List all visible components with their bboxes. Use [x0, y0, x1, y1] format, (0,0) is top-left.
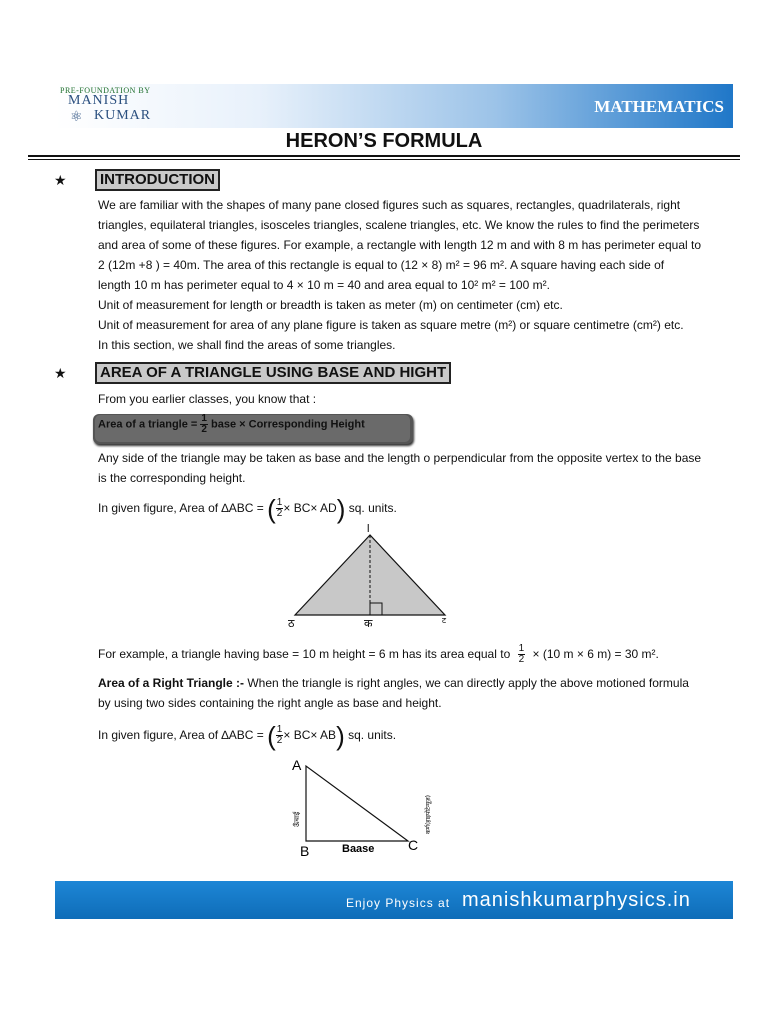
- footer-tagline: Enjoy Physics at: [346, 896, 451, 910]
- formula-left: Area of a triangle =: [98, 418, 198, 431]
- intro-line: triangles, equilateral triangles, isosceles triangles, scalene triangles, etc. We know the rules to find the perimeters: [98, 218, 700, 232]
- given1-suffix: sq. units.: [348, 501, 397, 515]
- intro-line: and area of some of these figures. For example, a rectangle with length 12 m and with 8 m has perimeter equal to: [98, 238, 701, 252]
- intro-heading: INTRODUCTION: [95, 169, 220, 191]
- example-fraction: [518, 644, 526, 665]
- fraction-denominator: 2: [276, 508, 283, 520]
- any-side-paragraph: [98, 448, 734, 488]
- paren-close: ): [336, 720, 345, 751]
- right-triangle-shape: [306, 766, 408, 841]
- logo-name-line1: MANISH: [68, 93, 130, 108]
- example-line: [98, 640, 659, 668]
- fraction-numerator: 1: [518, 643, 525, 655]
- fig1-top-label: l: [367, 523, 370, 535]
- intro-line: Unit of measurement for area of any plane figure is taken as square metre (m²) or square centimetre (cm²) etc.: [98, 318, 684, 332]
- vertex-c-label: C: [408, 837, 419, 853]
- fraction-numerator: 1: [276, 724, 283, 736]
- right-triangle-paragraph: [98, 673, 734, 713]
- base-label: Baase: [342, 843, 375, 855]
- given1-middle: × BC× AD: [283, 501, 337, 515]
- given-figure-2: [98, 721, 396, 750]
- triangle-figure-1: [280, 520, 460, 630]
- given2-suffix: sq. units.: [348, 728, 397, 742]
- intro-line: Unit of measurement for length or breadth is taken as meter (m) on centimeter (cm) etc.: [98, 298, 563, 312]
- formula-right: base × Corresponding Height: [211, 418, 365, 431]
- height-side-label: ऊँचाई: [293, 811, 301, 827]
- given2-middle: × BC× AB: [283, 728, 337, 742]
- given1-prefix: In given figure, Area of ∆ABC =: [98, 501, 264, 515]
- star-bullet-icon: ★: [54, 365, 67, 381]
- section-heading: AREA OF A TRIANGLE USING BASE AND HIGHT: [95, 362, 451, 384]
- title-rule: [28, 155, 740, 157]
- intro-line: length 10 m has perimeter equal to 4 × 10 m = 40 and area equal to 10² m² = 100 m².: [98, 278, 550, 292]
- fraction-denominator: 2: [201, 424, 207, 435]
- fraction-numerator: 1: [201, 413, 207, 424]
- paren-open: (: [267, 720, 276, 751]
- example-suffix: × (10 m × 6 m) = 30 m².: [532, 647, 659, 661]
- right-triangle-line: [98, 673, 734, 693]
- formula-fraction: [200, 414, 208, 435]
- fraction-numerator: 1: [276, 497, 283, 509]
- fig1-mid-label: क: [364, 617, 373, 630]
- right-triangle-text: When the triangle is right angles, we can directly apply the above motioned formula: [244, 676, 689, 690]
- intro-line: In this section, we shall find the areas of some triangles.: [98, 338, 396, 352]
- from-text: From you earlier classes, you know that :: [98, 392, 317, 406]
- example-prefix: For example, a triangle having base = 10 m height = 6 m has its area equal to: [98, 647, 511, 661]
- right-triangle-line: by using two sides containing the right angle as base and height.: [98, 696, 442, 710]
- paren-open: (: [267, 493, 276, 524]
- intro-paragraph: [98, 195, 734, 355]
- right-triangle-bold: Area of a Right Triangle :-: [98, 676, 245, 690]
- logo-name-line2: KUMAR: [94, 108, 152, 123]
- logo-tagline: PRE-FOUNDATION BY: [60, 86, 151, 95]
- star-bullet-icon: ★: [54, 172, 67, 188]
- any-side-line: Any side of the triangle may be taken as base and the length o perpendicular from the opposite vertex to the base: [98, 451, 702, 465]
- intro-line: We are familiar with the shapes of many pane closed figures such as squares, rectangles, quadrilaterals, right: [98, 198, 681, 212]
- fraction-denominator: 2: [276, 735, 283, 747]
- fig1-left-label: ठ: [288, 617, 295, 630]
- given-figure-1: [98, 494, 397, 523]
- fraction-denominator: 2: [518, 654, 525, 666]
- given2-prefix: In given figure, Area of ∆ABC =: [98, 728, 264, 742]
- paren-close: ): [336, 493, 346, 524]
- atom-icon: ⚛: [70, 108, 83, 124]
- right-triangle-figure: [280, 752, 440, 862]
- intro-line: 2 (12m +8 ) = 40m. The area of this rectangle is equal to (12 × 8) m² = 96 m². A square having each side of: [98, 258, 665, 272]
- hypotenuse-side-label: कर्ण(हाइपोटेन्यूज़): [425, 794, 432, 834]
- formula-text: [98, 414, 365, 435]
- vertex-b-label: B: [300, 843, 310, 859]
- subject-label: MATHEMATICS: [594, 97, 724, 116]
- fig1-right-label: ट: [442, 616, 447, 625]
- page-title: HERON’S FORMULA: [285, 130, 483, 152]
- vertex-a-label: A: [292, 757, 302, 773]
- title-rule-thin: [28, 159, 740, 160]
- any-side-line: is the corresponding height.: [98, 471, 246, 485]
- footer-website-link[interactable]: manishkumarphysics.in: [462, 889, 691, 911]
